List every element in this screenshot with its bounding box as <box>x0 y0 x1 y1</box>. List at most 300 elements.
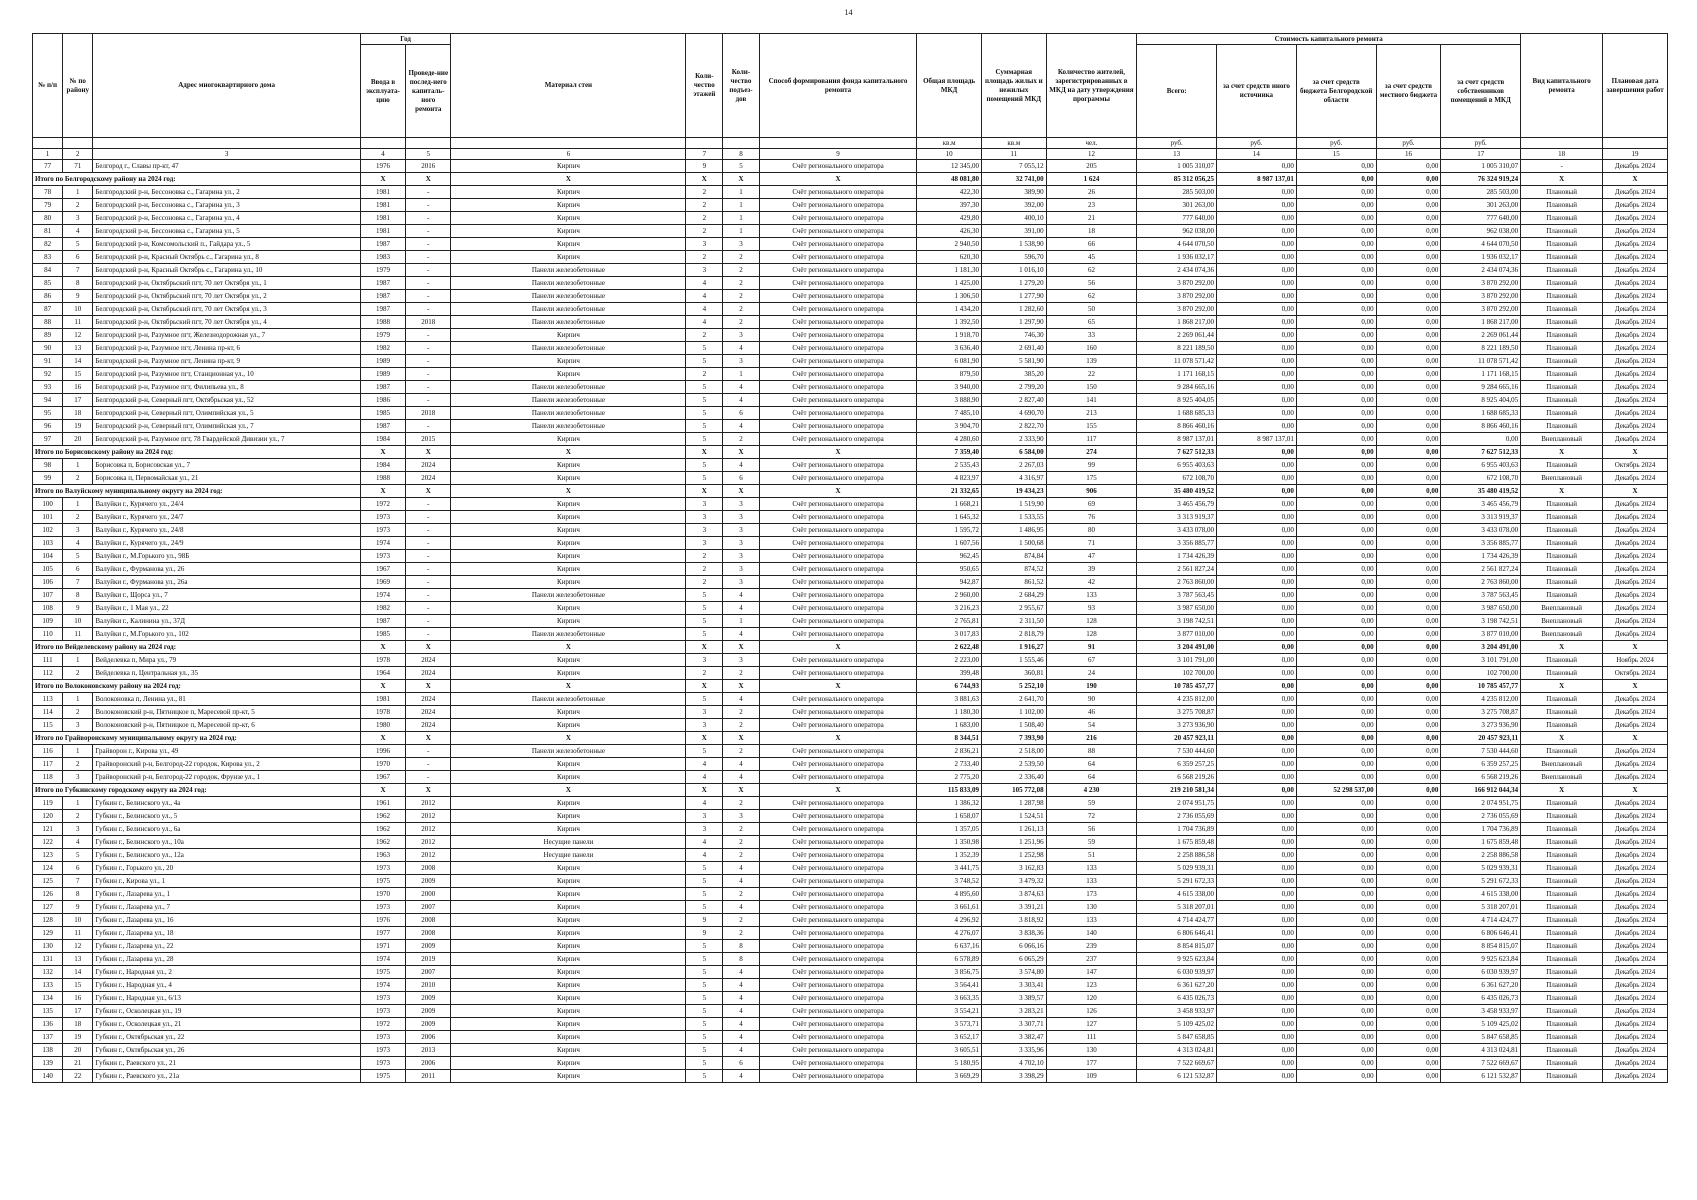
cost-local: 0,00 <box>1376 264 1441 277</box>
repair-type: Плановый <box>1521 498 1603 511</box>
residents: 56 <box>1046 823 1137 836</box>
header-cost-regional: за счет средств бюджета Белгородской области <box>1296 45 1376 138</box>
planned-date: Декабрь 2024 <box>1603 602 1668 615</box>
table-row <box>33 550 1668 563</box>
cost-local: 0,00 <box>1376 394 1441 407</box>
residents: 80 <box>1046 524 1137 537</box>
residents: 56 <box>1046 277 1137 290</box>
entrances: 2 <box>723 290 760 303</box>
fund-method: Счёт регионального оператора <box>759 511 916 524</box>
cost-other: 0,00 <box>1217 329 1297 342</box>
header-residents: Количество жителей, зарегистрированных в МКД на дату утверждения программы <box>1046 34 1137 138</box>
cost-regional: 0,00 <box>1296 836 1376 849</box>
subtotal-floors: X <box>686 173 723 186</box>
subtotal-residents: 216 <box>1046 732 1137 745</box>
fund-method: Счёт регионального оператора <box>759 888 916 901</box>
fund-method: Счёт регионального оператора <box>759 1070 916 1083</box>
entrances: 3 <box>723 654 760 667</box>
cost-total: 6 435 026,73 <box>1137 992 1217 1005</box>
living-area: 7 055,12 <box>981 160 1046 173</box>
cost-owners: 8 925 404,05 <box>1441 394 1521 407</box>
cost-owners: 2 269 061,44 <box>1441 329 1521 342</box>
cost-regional: 0,00 <box>1296 251 1376 264</box>
cost-local: 0,00 <box>1376 472 1441 485</box>
floors: 4 <box>686 797 723 810</box>
residents: 39 <box>1046 563 1137 576</box>
address: Грайворонский р-н, Белгород-22 городок, Кирова ул., 2 <box>93 758 360 771</box>
cost-local: 0,00 <box>1376 407 1441 420</box>
cost-owners: 962 038,00 <box>1441 225 1521 238</box>
subtotal-label: Итого по Борисовскому району на 2024 год: <box>33 446 361 459</box>
cost-total: 5 291 672,33 <box>1137 875 1217 888</box>
cost-total: 6 806 646,41 <box>1137 927 1217 940</box>
total-area: 3 573,71 <box>917 1018 982 1031</box>
year-repair: 2024 <box>406 693 451 706</box>
district-number: 12 <box>63 329 93 342</box>
floors: 5 <box>686 615 723 628</box>
entrances: 1 <box>723 615 760 628</box>
cost-owners: 2 434 074,36 <box>1441 264 1521 277</box>
wall-material: Панели железобетонные <box>451 628 686 641</box>
year-commission: 1981 <box>360 212 405 225</box>
floors: 5 <box>686 1057 723 1070</box>
subtotal-year-repair: X <box>406 446 451 459</box>
cost-total: 8 987 137,01 <box>1137 433 1217 446</box>
table-row <box>33 1005 1668 1018</box>
year-commission: 1984 <box>360 459 405 472</box>
cost-regional: 0,00 <box>1296 329 1376 342</box>
total-area: 3 661,61 <box>917 901 982 914</box>
year-commission: 1964 <box>360 667 405 680</box>
table-row <box>33 823 1668 836</box>
repair-type: Плановый <box>1521 381 1603 394</box>
address: Белгородский р-н, Комсомольский п., Гайдара ул., 5 <box>93 238 360 251</box>
district-number: 1 <box>63 186 93 199</box>
planned-date: Декабрь 2024 <box>1603 810 1668 823</box>
subtotal-row <box>33 732 1668 745</box>
cost-other: 0,00 <box>1217 498 1297 511</box>
residents: 46 <box>1046 706 1137 719</box>
total-area: 3 216,23 <box>917 602 982 615</box>
cost-total: 6 030 939,97 <box>1137 966 1217 979</box>
planned-date: Декабрь 2024 <box>1603 342 1668 355</box>
column-unit <box>33 138 63 149</box>
entrances: 1 <box>723 368 760 381</box>
subtotal-wall-material: X <box>451 641 686 654</box>
row-number: 102 <box>33 524 63 537</box>
column-unit <box>723 138 760 149</box>
planned-date: Декабрь 2024 <box>1603 1018 1668 1031</box>
total-area: 3 904,70 <box>917 420 982 433</box>
subtotal-cost-regional: 0,00 <box>1296 173 1376 186</box>
year-commission: 1973 <box>360 992 405 1005</box>
wall-material: Кирпич <box>451 771 686 784</box>
cost-owners: 3 433 078,00 <box>1441 524 1521 537</box>
district-number: 16 <box>63 992 93 1005</box>
cost-local: 0,00 <box>1376 1005 1441 1018</box>
fund-method: Счёт регионального оператора <box>759 563 916 576</box>
year-repair: - <box>406 498 451 511</box>
table-row <box>33 511 1668 524</box>
cost-regional: 0,00 <box>1296 1018 1376 1031</box>
subtotal-year-commission: X <box>360 641 405 654</box>
column-number: 16 <box>1376 149 1441 160</box>
cost-regional: 0,00 <box>1296 771 1376 784</box>
fund-method: Счёт регионального оператора <box>759 277 916 290</box>
district-number: 2 <box>63 667 93 680</box>
table-row <box>33 264 1668 277</box>
entrances: 1 <box>723 225 760 238</box>
cost-owners: 2 763 860,00 <box>1441 576 1521 589</box>
repair-type: Плановый <box>1521 511 1603 524</box>
cost-regional: 0,00 <box>1296 563 1376 576</box>
row-number: 130 <box>33 940 63 953</box>
planned-date: Декабрь 2024 <box>1603 849 1668 862</box>
table-row <box>33 472 1668 485</box>
subtotal-entrances: X <box>723 485 760 498</box>
fund-method: Счёт регионального оператора <box>759 862 916 875</box>
address: Белгородский р-н, Разумное пгт, Железнодорожная ул., 7 <box>93 329 360 342</box>
residents: 67 <box>1046 654 1137 667</box>
planned-date: Декабрь 2024 <box>1603 251 1668 264</box>
row-number: 140 <box>33 1070 63 1083</box>
row-number: 105 <box>33 563 63 576</box>
subtotal-cost-owners: 7 627 512,33 <box>1441 446 1521 459</box>
entrances: 2 <box>723 849 760 862</box>
floors: 4 <box>686 277 723 290</box>
column-unit <box>451 138 686 149</box>
floors: 5 <box>686 1031 723 1044</box>
year-repair: - <box>406 628 451 641</box>
row-number: 110 <box>33 628 63 641</box>
address: Валуйки г., Курячего ул., 24/8 <box>93 524 360 537</box>
cost-total: 2 269 061,44 <box>1137 329 1217 342</box>
year-repair: - <box>406 186 451 199</box>
repair-type: Плановый <box>1521 251 1603 264</box>
cost-regional: 0,00 <box>1296 550 1376 563</box>
table-row <box>33 745 1668 758</box>
living-area: 1 282,60 <box>981 303 1046 316</box>
planned-date: Декабрь 2024 <box>1603 615 1668 628</box>
cost-other: 0,00 <box>1217 1005 1297 1018</box>
floors: 3 <box>686 511 723 524</box>
cost-local: 0,00 <box>1376 810 1441 823</box>
planned-date: Декабрь 2024 <box>1603 316 1668 329</box>
cost-other: 0,00 <box>1217 992 1297 1005</box>
address: Губкин г., Горького ул., 20 <box>93 862 360 875</box>
cost-regional: 0,00 <box>1296 667 1376 680</box>
cost-total: 6 568 219,26 <box>1137 771 1217 784</box>
cost-regional: 0,00 <box>1296 914 1376 927</box>
cost-local: 0,00 <box>1376 238 1441 251</box>
cost-local: 0,00 <box>1376 550 1441 563</box>
cost-total: 1 936 032,17 <box>1137 251 1217 264</box>
planned-date: Декабрь 2024 <box>1603 888 1668 901</box>
cost-local: 0,00 <box>1376 277 1441 290</box>
repair-type: Плановый <box>1521 706 1603 719</box>
cost-local: 0,00 <box>1376 537 1441 550</box>
entrances: 2 <box>723 888 760 901</box>
year-commission: 1963 <box>360 849 405 862</box>
fund-method: Счёт регионального оператора <box>759 849 916 862</box>
planned-date: Декабрь 2024 <box>1603 290 1668 303</box>
total-area: 3 636,40 <box>917 342 982 355</box>
cost-local: 0,00 <box>1376 602 1441 615</box>
fund-method: Счёт регионального оператора <box>759 589 916 602</box>
cost-local: 0,00 <box>1376 823 1441 836</box>
wall-material: Панели железобетонные <box>451 589 686 602</box>
district-number: 18 <box>63 1018 93 1031</box>
total-area: 3 888,90 <box>917 394 982 407</box>
cost-regional: 0,00 <box>1296 615 1376 628</box>
year-commission: 1974 <box>360 589 405 602</box>
wall-material: Кирпич <box>451 576 686 589</box>
repair-type: Внеплановый <box>1521 771 1603 784</box>
subtotal-living-area: 19 434,23 <box>981 485 1046 498</box>
repair-type: Плановый <box>1521 199 1603 212</box>
table-row <box>33 394 1668 407</box>
year-commission: 1982 <box>360 342 405 355</box>
subtotal-living-area: 32 741,00 <box>981 173 1046 186</box>
cost-owners: 1 868 217,00 <box>1441 316 1521 329</box>
total-area: 1 658,07 <box>917 810 982 823</box>
year-commission: 1976 <box>360 160 405 173</box>
year-repair: - <box>406 381 451 394</box>
total-area: 4 296,92 <box>917 914 982 927</box>
cost-total: 4 313 024,81 <box>1137 1044 1217 1057</box>
cost-local: 0,00 <box>1376 667 1441 680</box>
cost-owners: 1 734 426,39 <box>1441 550 1521 563</box>
living-area: 4 702,10 <box>981 1057 1046 1070</box>
fund-method: Счёт регионального оператора <box>759 355 916 368</box>
wall-material: Кирпич <box>451 602 686 615</box>
district-number: 2 <box>63 758 93 771</box>
cost-local: 0,00 <box>1376 862 1441 875</box>
cost-other: 0,00 <box>1217 407 1297 420</box>
cost-total: 6 955 403,63 <box>1137 459 1217 472</box>
table-row <box>33 888 1668 901</box>
repair-type: Плановый <box>1521 225 1603 238</box>
total-area: 4 280,60 <box>917 433 982 446</box>
cost-owners: 4 644 070,50 <box>1441 238 1521 251</box>
total-area: 422,30 <box>917 186 982 199</box>
address: Губкин г., Лазарева ул., 22 <box>93 940 360 953</box>
row-number: 86 <box>33 290 63 303</box>
repair-type: Внеплановый <box>1521 615 1603 628</box>
subtotal-residents: 190 <box>1046 680 1137 693</box>
cost-total: 1 704 736,89 <box>1137 823 1217 836</box>
wall-material: Кирпич <box>451 550 686 563</box>
year-repair: - <box>406 589 451 602</box>
year-repair: 2012 <box>406 797 451 810</box>
floors: 5 <box>686 966 723 979</box>
table-row <box>33 719 1668 732</box>
cost-total: 3 101 791,00 <box>1137 654 1217 667</box>
table-row <box>33 1070 1668 1083</box>
year-repair: - <box>406 745 451 758</box>
year-repair: 2015 <box>406 433 451 446</box>
fund-method: Счёт регионального оператора <box>759 160 916 173</box>
wall-material: Кирпич <box>451 1031 686 1044</box>
living-area: 3 479,32 <box>981 875 1046 888</box>
year-repair: - <box>406 511 451 524</box>
floors: 2 <box>686 368 723 381</box>
cost-other: 0,00 <box>1217 1031 1297 1044</box>
table-row <box>33 251 1668 264</box>
subtotal-living-area: 6 584,00 <box>981 446 1046 459</box>
fund-method: Счёт регионального оператора <box>759 927 916 940</box>
year-commission: 1973 <box>360 524 405 537</box>
address: Белгородский р-н, Красный Октябрь с., Гагарина ул., 8 <box>93 251 360 264</box>
cost-local: 0,00 <box>1376 719 1441 732</box>
floors: 3 <box>686 537 723 550</box>
address: Губкин г., Раевского ул., 21 <box>93 1057 360 1070</box>
repair-type: Плановый <box>1521 927 1603 940</box>
residents: 59 <box>1046 797 1137 810</box>
total-area: 6 081,90 <box>917 355 982 368</box>
subtotal-label: Итого по Грайворонскому муниципальному округу на 2024 год: <box>33 732 361 745</box>
table-row <box>33 927 1668 940</box>
repair-type: Плановый <box>1521 355 1603 368</box>
row-number: 84 <box>33 264 63 277</box>
cost-other: 0,00 <box>1217 745 1297 758</box>
year-repair: 2009 <box>406 940 451 953</box>
address: Губкин г., Лазарева ул., 28 <box>93 953 360 966</box>
header-planned-date: Плановая дата завершения работ <box>1603 34 1668 138</box>
cost-regional: 0,00 <box>1296 225 1376 238</box>
entrances: 1 <box>723 186 760 199</box>
cost-total: 3 877 010,00 <box>1137 628 1217 641</box>
cost-owners: 7 530 444,60 <box>1441 745 1521 758</box>
repair-type: Плановый <box>1521 654 1603 667</box>
table-row <box>33 160 1668 173</box>
living-area: 2 336,40 <box>981 771 1046 784</box>
residents: 175 <box>1046 472 1137 485</box>
year-repair: 2009 <box>406 992 451 1005</box>
repair-type: Плановый <box>1521 1057 1603 1070</box>
address: Волоконовский р-н, Пятницкое п, Маресевой пр-кт, 6 <box>93 719 360 732</box>
total-area: 4 823,97 <box>917 472 982 485</box>
entrances: 2 <box>723 745 760 758</box>
living-area: 3 874,63 <box>981 888 1046 901</box>
living-area: 1 555,46 <box>981 654 1046 667</box>
year-repair: 2010 <box>406 979 451 992</box>
year-commission: 1973 <box>360 550 405 563</box>
address: Борисовка п, Борисовская ул., 7 <box>93 459 360 472</box>
table-row <box>33 654 1668 667</box>
cost-regional: 0,00 <box>1296 719 1376 732</box>
row-number: 106 <box>33 576 63 589</box>
residents: 111 <box>1046 1031 1137 1044</box>
row-number: 81 <box>33 225 63 238</box>
living-area: 1 533,55 <box>981 511 1046 524</box>
cost-other: 0,00 <box>1217 628 1297 641</box>
subtotal-wall-material: X <box>451 680 686 693</box>
planned-date: Декабрь 2024 <box>1603 1057 1668 1070</box>
header-repair-type: Вид капитального ремонта <box>1521 34 1603 138</box>
fund-method: Счёт регионального оператора <box>759 914 916 927</box>
living-area: 360,81 <box>981 667 1046 680</box>
cost-regional: 0,00 <box>1296 498 1376 511</box>
header-group-year: Год <box>360 34 451 45</box>
subtotal-floors: X <box>686 485 723 498</box>
row-number: 109 <box>33 615 63 628</box>
year-repair: - <box>406 602 451 615</box>
subtotal-fund-method: X <box>759 446 916 459</box>
entrances: 6 <box>723 1057 760 1070</box>
row-number: 103 <box>33 537 63 550</box>
living-area: 1 277,90 <box>981 290 1046 303</box>
column-number: 6 <box>451 149 686 160</box>
header-material: Материал стен <box>451 34 686 138</box>
cost-other: 0,00 <box>1217 836 1297 849</box>
repair-type: Плановый <box>1521 1031 1603 1044</box>
row-number: 126 <box>33 888 63 901</box>
subtotal-living-area: 5 252,10 <box>981 680 1046 693</box>
floors: 3 <box>686 524 723 537</box>
row-number: 139 <box>33 1057 63 1070</box>
wall-material: Кирпич <box>451 368 686 381</box>
repair-type: Плановый <box>1521 342 1603 355</box>
residents: 99 <box>1046 459 1137 472</box>
district-number: 2 <box>63 810 93 823</box>
planned-date: Декабрь 2024 <box>1603 199 1668 212</box>
row-number: 116 <box>33 745 63 758</box>
cost-other: 0,00 <box>1217 537 1297 550</box>
repair-type: Плановый <box>1521 1044 1603 1057</box>
entrances: 2 <box>723 667 760 680</box>
table-row <box>33 862 1668 875</box>
entrances: 2 <box>723 316 760 329</box>
floors: 3 <box>686 238 723 251</box>
cost-regional: 0,00 <box>1296 186 1376 199</box>
column-unit: кв.м <box>981 138 1046 149</box>
district-number: 10 <box>63 303 93 316</box>
subtotal-cost-other: 8 987 137,01 <box>1217 173 1297 186</box>
floors: 5 <box>686 342 723 355</box>
year-commission: 1962 <box>360 810 405 823</box>
living-area: 2 518,00 <box>981 745 1046 758</box>
table-row <box>33 810 1668 823</box>
repair-type: Плановый <box>1521 979 1603 992</box>
planned-date: Декабрь 2024 <box>1603 212 1668 225</box>
cost-total: 4 615 338,00 <box>1137 888 1217 901</box>
wall-material: Кирпич <box>451 459 686 472</box>
district-number: 1 <box>63 693 93 706</box>
wall-material: Панели железобетонные <box>451 745 686 758</box>
planned-date: Декабрь 2024 <box>1603 914 1668 927</box>
residents: 237 <box>1046 953 1137 966</box>
address: Белгородский р-н, Октябрьский пгт, 70 лет Октября ул., 1 <box>93 277 360 290</box>
cost-other: 0,00 <box>1217 667 1297 680</box>
cost-owners: 3 877 010,00 <box>1441 628 1521 641</box>
entrances: 8 <box>723 953 760 966</box>
row-number: 112 <box>33 667 63 680</box>
district-number: 9 <box>63 290 93 303</box>
cost-regional: 0,00 <box>1296 888 1376 901</box>
cost-local: 0,00 <box>1376 1070 1441 1083</box>
year-repair: 2007 <box>406 966 451 979</box>
cost-total: 5 318 207,01 <box>1137 901 1217 914</box>
address: Губкин г., Белинского ул., 12а <box>93 849 360 862</box>
subtotal-cost-local: 0,00 <box>1376 173 1441 186</box>
floors: 9 <box>686 927 723 940</box>
total-area: 1 425,00 <box>917 277 982 290</box>
cost-regional: 0,00 <box>1296 342 1376 355</box>
address: Губкин г., Белинского ул., 4а <box>93 797 360 810</box>
subtotal-total-area: 6 744,93 <box>917 680 982 693</box>
total-area: 2 765,81 <box>917 615 982 628</box>
